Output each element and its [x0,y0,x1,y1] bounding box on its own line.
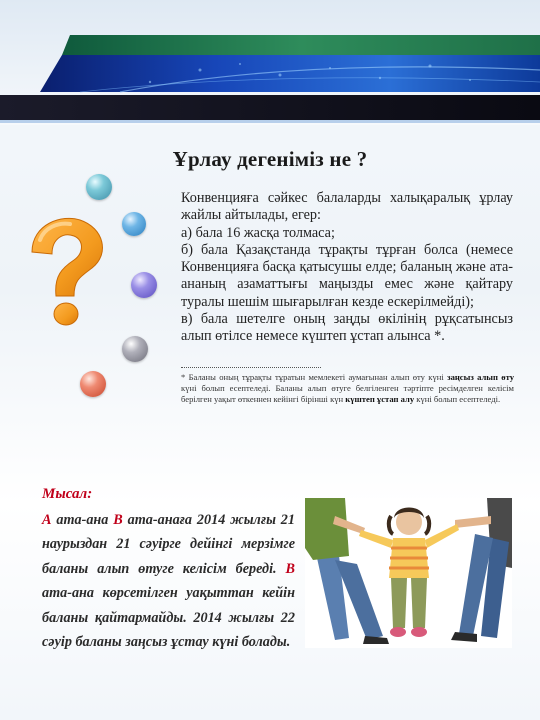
example-text-3: ата-ана көрсетілген уақыттан кейін баланы қайтармайды. 2014 жылғы 22 сәуір баланы заңсыз ұстау күні болады. [42,585,295,651]
example-text [42,508,295,654]
bubble-teal-icon [86,174,112,200]
bubble-purple-icon [131,272,157,298]
footnote-term-illegal-removal: заңсыз алып өту [447,372,514,382]
page-title: Ұрлау дегеніміз не ? [172,147,368,171]
example-title: Мысал: [42,486,93,502]
example-text-1: ата-ана [51,512,114,528]
definition-item-a: а) бала 16 жасқа толмаса; [181,224,335,241]
definition-item-c: в) бала шетелге оның заңды өкілінің рұқсатынсыз алып өтілсе немесе күштеп ұстап алынса *. [181,311,513,345]
footnote-text-3: күні болып есептеледі. [414,394,501,405]
example-letter-a: А [42,512,52,528]
bubble-blue-icon [122,212,146,236]
footnote-text-1: * Баланы оның тұрақты тұратын мемлекеті аумағынан алып өту күні [181,372,448,382]
footnote [181,372,514,406]
definition-intro: Конвенцияға сәйкес балаларды халықаралық ұрлау жайлы айтылады, егер: [181,190,513,224]
bubble-red-icon [80,371,106,397]
definition-item-b: б) бала Қазақстанда тұрақты тұрған болса (немесе Конвенцияға басқа қатысушы елде; баланың және ата-ананың азаматтығы маңызды емес және қайтару туралы шешім шығарылған кезде ескерілмейді); [181,241,513,310]
example-letter-b: В [113,512,123,528]
definition-text [181,190,513,346]
child-tug-of-war-photo [305,498,512,648]
footnote-separator [181,367,321,368]
example-letter-b-2: В [285,560,295,577]
example-text-2: ата-анаға 2014 жылғы 21 наурыздан 21 сәуірге дейінгі мерзімге баланы алып өтуге келісім береді. [42,512,295,577]
bubble-gray-icon [122,336,148,362]
header-banner [0,0,540,125]
question-mark-icon [18,210,133,335]
footnote-text-2: күні болып есептеледі. Баланы алып өтуге белгіленген тәртіпте ресімделген келісім берілген уақыт өткеннен кейінгі бірінші күн [181,383,514,405]
footnote-term-retention: күштеп ұстап алу [345,394,415,405]
